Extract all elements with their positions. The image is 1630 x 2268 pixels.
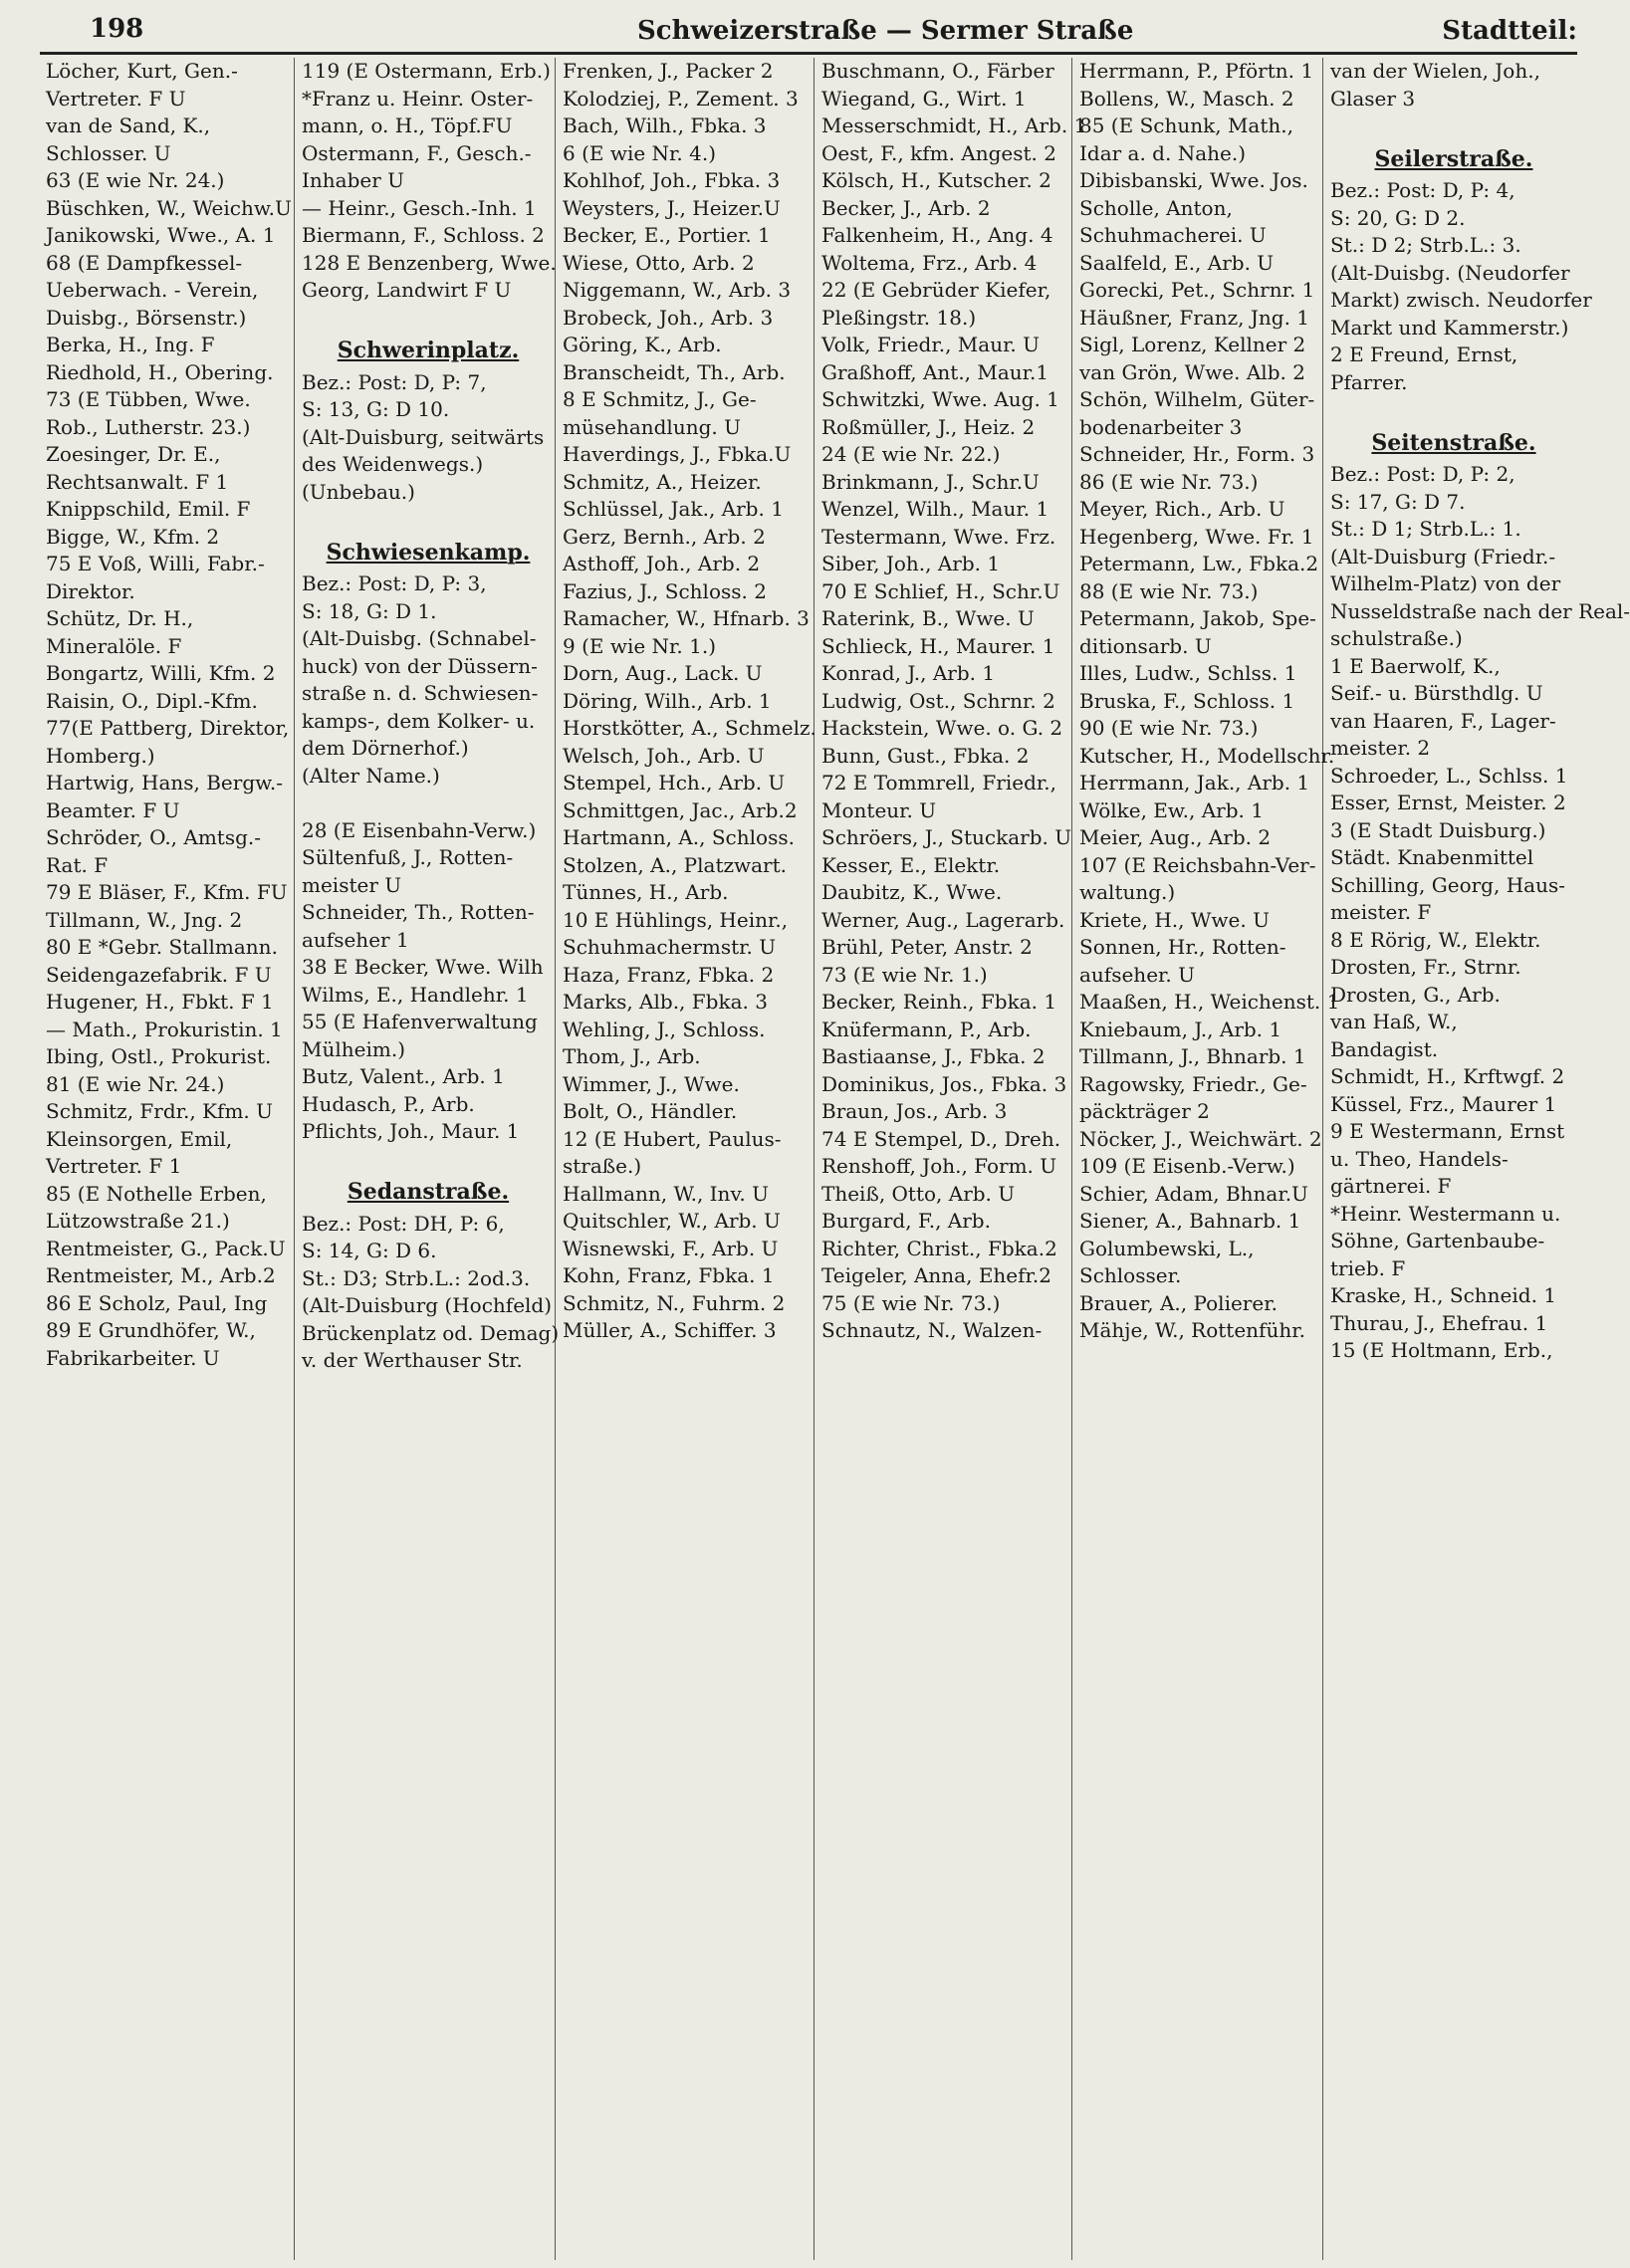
directory-entry-line: 28 (E Eisenbahn-Verw.)	[302, 817, 537, 842]
directory-entry-line: 107 (E Reichsbahn-Ver-	[1079, 852, 1316, 877]
directory-entry-line: Nusseldstraße nach der Real-	[1330, 598, 1630, 623]
directory-entry-line: Kniebaum, J., Arb. 1	[1079, 1017, 1282, 1041]
directory-entry-line: huck) von der Düssern-	[302, 653, 538, 678]
directory-entry-line: Vertreter. F 1	[46, 1154, 182, 1178]
directory-entry-line: van Haß, W.,	[1330, 1010, 1458, 1033]
directory-entry-line: St.: D 1; Strb.L.: 1.	[1330, 517, 1521, 541]
directory-entry-line: 1 E Baerwolf, K.,	[1330, 653, 1501, 678]
page-header	[40, 8, 1577, 55]
directory-entry-line: aufseher 1	[302, 927, 409, 952]
directory-entry-line: 75 (E wie Nr. 73.)	[821, 1290, 1001, 1315]
directory-entry-line: 77(E Pattberg, Direktor,	[46, 716, 290, 740]
directory-entry-line: van de Sand, K.,	[46, 113, 211, 137]
directory-entry-line: Bigge, W., Kfm. 2	[46, 524, 220, 549]
directory-entry-line: Horstkötter, A., Schmelz.	[563, 716, 816, 740]
directory-entry-line: 8 E Rörig, W., Elektr.	[1330, 927, 1541, 952]
directory-entry-line: Seif.- u. Bürsthdlg. U	[1330, 681, 1543, 705]
directory-entry-line: Ueberwach. - Verein,	[46, 278, 259, 302]
directory-entry-line: Bez.: Post: D, P: 4,	[1330, 178, 1515, 202]
directory-entry-line: Wimmer, J., Wwe.	[563, 1071, 740, 1096]
directory-entry-line: Bolt, O., Händler.	[563, 1099, 738, 1123]
directory-entry-line: 9 (E wie Nr. 1.)	[563, 633, 717, 658]
directory-entry-line: St.: D3; Strb.L.: 2od.3.	[302, 1265, 531, 1290]
directory-entry-line: 89 E Grundhöfer, W.,	[46, 1318, 256, 1342]
street-heading: Schwiesenkamp.	[326, 539, 531, 566]
directory-entry-line: Lützowstraße 21.)	[46, 1209, 230, 1233]
directory-entry-line: ditionsarb. U	[1079, 633, 1212, 658]
directory-entry-line: Schier, Adam, Bhnar.U	[1079, 1181, 1308, 1206]
directory-entry-line: Maaßen, H., Weichenst. 1	[1079, 990, 1340, 1014]
directory-entry-line: 22 (E Gebrüder Kiefer,	[821, 278, 1051, 302]
directory-entry-line: 74 E Stempel, D., Dreh.	[821, 1126, 1061, 1151]
blank-line	[296, 790, 555, 817]
directory-entry-line: S: 17, G: D 7.	[1330, 489, 1466, 514]
directory-entry-line: Hartmann, A., Schloss.	[563, 825, 795, 849]
directory-entry-line: 10 E Hühlings, Heinr.,	[563, 907, 789, 932]
directory-entry-line: Ragowsky, Friedr., Ge-	[1079, 1071, 1307, 1096]
column-5	[1073, 58, 1340, 2260]
directory-entry-line: Schneider, Th., Rotten-	[302, 900, 535, 924]
directory-entry-line: Oest, F., kfm. Angest. 2	[821, 140, 1056, 165]
directory-entry-line: Inhaber U	[302, 168, 404, 192]
directory-entry-line: Häußner, Franz, Jng. 1	[1079, 305, 1310, 330]
directory-entry-line: Wiegand, G., Wirt. 1	[821, 86, 1027, 111]
page-number: 198	[90, 14, 144, 44]
directory-entry-line: Teigeler, Anna, Ehefr.2	[821, 1263, 1051, 1287]
directory-entry-line: S: 20, G: D 2.	[1330, 205, 1466, 230]
directory-entry-line: Bandagist.	[1330, 1036, 1439, 1061]
directory-entry-line: — Heinr., Gesch.-Inh. 1	[302, 195, 537, 220]
directory-entry-line: Hugener, H., Fbkt. F 1	[46, 990, 274, 1014]
directory-entry-line: Testermann, Wwe. Frz.	[821, 524, 1056, 549]
directory-entry-line: Woltema, Frz., Arb. 4	[821, 250, 1038, 275]
directory-entry-line: Haverdings, J., Fbka.U	[563, 442, 792, 466]
directory-entry-line: Schwitzki, Wwe. Aug. 1	[821, 387, 1059, 411]
column-1	[40, 58, 295, 2260]
directory-entry-line: Müller, A., Schiffer. 3	[563, 1318, 777, 1342]
directory-entry-line: 8 E Schmitz, J., Ge-	[563, 387, 757, 411]
directory-entry-line: Richter, Christ., Fbka.2	[821, 1236, 1057, 1260]
directory-entry-line: meister. F	[1330, 900, 1432, 924]
directory-entry-line: Janikowski, Wwe., A. 1	[46, 223, 276, 247]
directory-entry-line: des Weidenwegs.)	[302, 452, 484, 476]
directory-entry-line: Wilms, E., Handlehr. 1	[302, 982, 529, 1007]
directory-entry-line: Tünnes, H., Arb.	[563, 880, 729, 904]
directory-entry-line: 88 (E wie Nr. 73.)	[1079, 578, 1259, 603]
running-title: Schweizerstraße — Sermer Straße	[637, 16, 1134, 46]
directory-entry-line: Sonnen, Hr., Rotten-	[1079, 935, 1286, 959]
directory-entry-line: 68 (E Dampfkessel-	[46, 250, 243, 275]
directory-entry-line: Herrmann, Jak., Arb. 1	[1079, 771, 1310, 794]
directory-entry-line: (Alt-Duisbg. (Neudorfer	[1330, 260, 1570, 285]
directory-entry-line: Döring, Wilh., Arb. 1	[563, 688, 772, 713]
directory-entry-line: Graßhoff, Ant., Maur.1	[821, 359, 1049, 384]
directory-entry-line: Wisnewski, F., Arb. U	[563, 1236, 779, 1260]
directory-entry-line: Wehling, J., Schloss.	[563, 1017, 766, 1041]
directory-entry-line: Welsch, Joh., Arb. U	[563, 743, 765, 768]
directory-entry-line: Herrmann, P., Pförtn. 1	[1079, 59, 1314, 83]
directory-entry-line: Buschmann, O., Färber	[821, 59, 1054, 83]
directory-entry-line: 109 (E Eisenb.-Verw.)	[1079, 1154, 1295, 1178]
directory-entry-line: — Math., Prokuristin. 1	[46, 1017, 283, 1041]
directory-entry-line: Schlosser.	[1079, 1263, 1182, 1287]
directory-entry-line: Drosten, Fr., Strnr.	[1330, 955, 1521, 979]
directory-entry-line: Petermann, Lw., Fbka.2	[1079, 552, 1319, 575]
directory-entry-line: Bollens, W., Masch. 2	[1079, 86, 1294, 111]
directory-entry-line: Bez.: Post: DH, P: 6,	[302, 1211, 505, 1236]
directory-entry-line: Kölsch, H., Kutscher. 2	[821, 168, 1051, 192]
directory-entry-line: Ramacher, W., Hfnarb. 3	[563, 606, 810, 630]
directory-entry-line: meister U	[302, 872, 402, 897]
directory-entry-line: Konrad, J., Arb. 1	[821, 661, 996, 685]
directory-entry-line: Schröder, O., Amtsg.-	[46, 825, 262, 849]
column-6	[1324, 58, 1630, 2260]
directory-entry-line: 86 (E wie Nr. 73.)	[1079, 469, 1259, 494]
directory-entry-line: Schmitz, N., Fuhrm. 2	[563, 1290, 786, 1315]
directory-entry-line: Direktor.	[46, 578, 135, 603]
directory-entry-line: Schmitz, Frdr., Kfm. U	[46, 1099, 273, 1123]
directory-entry-line: 73 (E wie Nr. 1.)	[821, 962, 988, 987]
directory-entry-line: Kleinsorgen, Emil,	[46, 1126, 233, 1151]
directory-entry-line: *Heinr. Westermann u.	[1330, 1201, 1561, 1226]
directory-entry-line: Drosten, G., Arb.	[1330, 982, 1501, 1007]
directory-entry-line: Küssel, Frz., Maurer 1	[1330, 1091, 1557, 1116]
directory-entry-line: Hudasch, P., Arb.	[302, 1091, 475, 1116]
directory-entry-line: Fabrikarbeiter. U	[46, 1345, 220, 1370]
directory-entry-line: Schmidt, H., Krftwgf. 2	[1330, 1064, 1565, 1088]
directory-entry-line: Riedhold, H., Obering.	[46, 359, 274, 384]
directory-entry-line: Becker, J., Arb. 2	[821, 195, 991, 220]
directory-entry-line: Dibisbanski, Wwe. Jos.	[1079, 168, 1308, 192]
directory-entry-line: trieb. F	[1330, 1255, 1406, 1280]
directory-entry-line: päckträger 2	[1079, 1099, 1210, 1123]
directory-entry-line: (Alt-Duisburg, seitwärts	[302, 424, 545, 449]
directory-entry-line: van der Wielen, Joh.,	[1330, 59, 1540, 83]
directory-entry-line: Ostermann, F., Gesch.-	[302, 140, 532, 165]
directory-entry-line: 73 (E Tübben, Wwe.	[46, 387, 251, 411]
directory-entry-line: Schröers, J., Stuckarb. U	[821, 825, 1072, 849]
directory-entry-line: 55 (E Hafenverwaltung	[302, 1010, 538, 1033]
directory-entry-line: Brinkmann, J., Schr.U	[821, 469, 1040, 494]
directory-entry-line: Kohn, Franz, Fbka. 1	[563, 1263, 775, 1287]
directory-entry-line: Butz, Valent., Arb. 1	[302, 1064, 505, 1088]
directory-entry-line: Wilhelm-Platz) von der	[1330, 571, 1561, 595]
directory-entry-line: Knippschild, Emil. F	[46, 497, 251, 521]
directory-entry-line: Markt) zwisch. Neudorfer	[1330, 288, 1592, 312]
directory-entry-line: Glaser 3	[1330, 86, 1416, 111]
directory-entry-line: 119 (E Ostermann, Erb.)	[302, 59, 551, 83]
street-heading: Seitenstraße.	[1371, 429, 1536, 456]
directory-entry-line: (Alter Name.)	[302, 763, 440, 788]
directory-entry-line: 15 (E Holtmann, Erb.,	[1330, 1338, 1553, 1362]
directory-entry-line: (Alt-Duisburg (Hochfeld)	[302, 1293, 553, 1317]
directory-entry-line: Asthoff, Joh., Arb. 2	[563, 552, 761, 575]
directory-entry-line: Illes, Ludw., Schlss. 1	[1079, 661, 1297, 685]
directory-entry-line: 72 E Tommrell, Friedr.,	[821, 771, 1056, 794]
directory-entry-line: Markt und Kammerstr.)	[1330, 315, 1569, 340]
directory-entry-line: Stempel, Hch., Arb. U	[563, 771, 786, 794]
directory-entry-line: Tillmann, J., Bhnarb. 1	[1079, 1044, 1306, 1068]
directory-entry-line: Idar a. d. Nahe.)	[1079, 140, 1247, 165]
directory-entry-line: Kohlhof, Joh., Fbka. 3	[563, 168, 781, 192]
directory-entry-line: van Haaren, F., Lager-	[1330, 708, 1556, 733]
directory-entry-line: Hegenberg, Wwe. Fr. 1	[1079, 524, 1314, 549]
column-3	[557, 58, 815, 2260]
directory-entry-line: 2 E Freund, Ernst,	[1330, 342, 1518, 366]
directory-entry-line: müsehandlung. U	[563, 414, 741, 439]
directory-entry-line: Siber, Joh., Arb. 1	[821, 552, 1001, 575]
directory-entry-line: 38 E Becker, Wwe. Wilh	[302, 955, 544, 979]
directory-entry-line: Bez.: Post: D, P: 3,	[302, 571, 487, 595]
directory-entry-line: Falkenheim, H., Ang. 4	[821, 223, 1053, 247]
directory-entry-line: *Franz u. Heinr. Oster-	[302, 86, 534, 111]
directory-entry-line: (Unbebau.)	[302, 479, 415, 504]
directory-entry-line: Kraske, H., Schneid. 1	[1330, 1283, 1557, 1307]
directory-entry-line: Seidengazefabrik. F U	[46, 962, 272, 987]
directory-entry-line: Schlosser. U	[46, 140, 171, 165]
directory-entry-line: Becker, Reinh., Fbka. 1	[821, 990, 1057, 1014]
directory-entry-line: Knüfermann, P., Arb.	[821, 1017, 1032, 1041]
directory-entry-line: aufseher. U	[1079, 962, 1195, 987]
column-2	[296, 58, 560, 2260]
directory-entry-line: Berka, H., Ing. F	[46, 333, 215, 356]
directory-entry-line: u. Theo, Handels-	[1330, 1146, 1509, 1171]
directory-entry-line: Bez.: Post: D, P: 2,	[1330, 462, 1515, 486]
directory-entry-line: Thurau, J., Ehefrau. 1	[1330, 1310, 1548, 1335]
directory-entry-line: Renshoff, Joh., Form. U	[821, 1154, 1057, 1178]
directory-entry-line: Pleßingstr. 18.)	[821, 305, 977, 330]
directory-entry-line: Gerz, Bernh., Arb. 2	[563, 524, 766, 549]
street-heading: Schwerinplatz.	[337, 338, 520, 363]
directory-entry-line: Hackstein, Wwe. o. G. 2	[821, 716, 1063, 740]
directory-entry-line: straße.)	[563, 1154, 642, 1178]
directory-entry-line: Schön, Wilhelm, Güter-	[1079, 387, 1315, 411]
directory-entry-line: S: 13, G: D 10.	[302, 397, 450, 421]
directory-entry-line: mann, o. H., Töpf.FU	[302, 113, 513, 137]
directory-entry-line: Sigl, Lorenz, Kellner 2	[1079, 333, 1306, 356]
directory-entry-line: 128 E Benzenberg, Wwe.	[302, 250, 557, 275]
directory-entry-line: Burgard, F., Arb.	[821, 1209, 991, 1233]
directory-entry-line: Stolzen, A., Platzwart.	[563, 852, 788, 877]
directory-entry-line: 12 (E Hubert, Paulus-	[563, 1126, 782, 1151]
directory-entry-line: Raisin, O., Dipl.-Kfm.	[46, 688, 258, 713]
directory-entry-line: v. der Werthauser Str.	[302, 1348, 523, 1372]
directory-entry-line: Esser, Ernst, Meister. 2	[1330, 791, 1566, 814]
directory-entry-line: Kriete, H., Wwe. U	[1079, 907, 1270, 932]
directory-entry-line: 85 (E Schunk, Math.,	[1079, 113, 1293, 137]
directory-entry-line: 70 E Schlief, H., Schr.U	[821, 578, 1060, 603]
directory-entry-line: Bach, Wilh., Fbka. 3	[563, 113, 767, 137]
directory-entry-line: 24 (E wie Nr. 22.)	[821, 442, 1001, 466]
directory-entry-line: Schlüssel, Jak., Arb. 1	[563, 497, 784, 521]
directory-entry-line: 9 E Westermann, Ernst	[1330, 1119, 1565, 1143]
directory-entry-line: Georg, Landwirt F U	[302, 278, 512, 302]
directory-entry-line: 3 (E Stadt Duisburg.)	[1330, 817, 1546, 842]
directory-entry-line: Frenken, J., Packer 2	[563, 59, 774, 83]
directory-entry-line: Wiese, Otto, Arb. 2	[563, 250, 755, 275]
directory-entry-line: Quitschler, W., Arb. U	[563, 1209, 781, 1233]
district-label: Stadtteil:	[1442, 16, 1577, 46]
directory-entry-line: Werner, Aug., Lagerarb.	[821, 907, 1065, 932]
directory-entry-line: Brobeck, Joh., Arb. 3	[563, 305, 774, 330]
directory-entry-line: Messerschmidt, H., Arb. 1	[821, 113, 1087, 137]
directory-entry-line: Brückenplatz od. Demag)	[302, 1320, 560, 1345]
blank-line	[296, 1146, 555, 1174]
directory-entry-line: 81 (E wie Nr. 24.)	[46, 1071, 225, 1096]
directory-entry-line: waltung.)	[1079, 880, 1176, 904]
directory-entry-line: Thom, J., Arb.	[563, 1044, 701, 1068]
directory-entry-line: Schneider, Hr., Form. 3	[1079, 442, 1315, 466]
directory-entry-line: Bruska, F., Schloss. 1	[1079, 688, 1295, 713]
directory-entry-line: Schmitz, A., Heizer.	[563, 469, 762, 494]
directory-entry-line: Sültenfuß, J., Rotten-	[302, 845, 514, 869]
directory-entry-line: Becker, E., Portier. 1	[563, 223, 771, 247]
directory-entry-line: Rob., Lutherstr. 23.)	[46, 414, 251, 439]
directory-entry-line: Hallmann, W., Inv. U	[563, 1181, 769, 1206]
directory-entry-line: Schroeder, L., Schlss. 1	[1330, 763, 1568, 788]
directory-entry-line: Haza, Franz, Fbka. 2	[563, 962, 775, 987]
directory-entry-line: Kutscher, H., Modellschr.	[1079, 743, 1335, 768]
directory-entry-line: Ibing, Ostl., Prokurist.	[46, 1044, 272, 1068]
directory-entry-line: meister. 2	[1330, 736, 1431, 760]
directory-entry-line: 79 E Bläser, F., Kfm. FU	[46, 880, 288, 904]
directory-entry-line: Meier, Aug., Arb. 2	[1079, 825, 1272, 849]
directory-entry-line: Siener, A., Bahnarb. 1	[1079, 1209, 1301, 1233]
directory-entry-line: Vertreter. F U	[46, 86, 186, 111]
directory-entry-line: Rentmeister, G., Pack.U	[46, 1236, 286, 1260]
directory-entry-line: Schmittgen, Jac., Arb.2	[563, 797, 798, 822]
directory-entry-line: Kesser, E., Elektr.	[821, 852, 1001, 877]
directory-entry-line: Schnautz, N., Walzen-	[821, 1318, 1043, 1342]
directory-entry-line: Bunn, Gust., Fbka. 2	[821, 743, 1030, 768]
directory-entry-line: Roßmüller, J., Heiz. 2	[821, 414, 1036, 439]
directory-entry-line: Pflichts, Joh., Maur. 1	[302, 1119, 520, 1143]
blank-line	[1324, 113, 1577, 140]
directory-entry-line: Schilling, Georg, Haus-	[1330, 872, 1565, 897]
directory-entry-line: schulstraße.)	[1330, 626, 1463, 650]
directory-entry-line: 85 (E Nothelle Erben,	[46, 1181, 267, 1206]
street-heading: Sedanstraße.	[347, 1179, 510, 1205]
directory-entry-line: 75 E Voß, Willi, Fabr.-	[46, 552, 265, 575]
directory-entry-line: (Alt-Duisburg (Friedr.-	[1330, 544, 1556, 568]
directory-entry-line: Volk, Friedr., Maur. U	[821, 333, 1041, 356]
directory-entry-line: Golumbewski, L.,	[1079, 1236, 1255, 1260]
directory-entry-line: Braun, Jos., Arb. 3	[821, 1099, 1008, 1123]
column-4	[815, 58, 1087, 2260]
directory-entry-line: Schlieck, H., Maurer. 1	[821, 633, 1055, 658]
directory-entry-line: Bongartz, Willi, Kfm. 2	[46, 661, 276, 685]
directory-entry-line: 90 (E wie Nr. 73.)	[1079, 716, 1259, 740]
directory-entry-line: Bez.: Post: D, P: 7,	[302, 369, 487, 394]
directory-entry-line: gärtnerei. F	[1330, 1174, 1452, 1198]
directory-entry-line: Branscheidt, Th., Arb.	[563, 359, 786, 384]
directory-entry-line: Schütz, Dr. H.,	[46, 606, 194, 630]
directory-entry-line: Rat. F	[46, 852, 109, 877]
directory-entry-line: Raterink, B., Wwe. U	[821, 606, 1035, 630]
directory-entry-line: 80 E *Gebr. Stallmann.	[46, 935, 278, 959]
directory-entry-line: 63 (E wie Nr. 24.)	[46, 168, 225, 192]
blank-line	[296, 305, 555, 333]
directory-entry-line: Bastiaanse, J., Fbka. 2	[821, 1044, 1046, 1068]
directory-entry-line: kamps-, dem Kolker- u.	[302, 708, 536, 733]
directory-entry-line: Schuhmacherei. U	[1079, 223, 1267, 247]
directory-entry-line: Weysters, J., Heizer.U	[563, 195, 781, 220]
directory-entry-line: Biermann, F., Schloss. 2	[302, 223, 545, 247]
directory-entry-line: Städt. Knabenmittel	[1330, 845, 1534, 869]
directory-entry-line: bodenarbeiter 3	[1079, 414, 1243, 439]
directory-entry-line: S: 14, G: D 6.	[302, 1239, 437, 1262]
directory-entry-line: Ludwig, Ost., Schrnr. 2	[821, 688, 1055, 713]
directory-entry-line: St.: D 2; Strb.L.: 3.	[1330, 233, 1521, 257]
directory-entry-line: Pfarrer.	[1330, 369, 1408, 394]
directory-entry-line: Wölke, Ew., Arb. 1	[1079, 797, 1264, 822]
directory-entry-line: Mineralöle. F	[46, 633, 182, 658]
directory-entry-line: Rentmeister, M., Arb.2	[46, 1263, 276, 1287]
street-heading: Seilerstraße.	[1374, 145, 1533, 172]
directory-entry-line: Homberg.)	[46, 743, 155, 768]
directory-entry-line: van Grön, Wwe. Alb. 2	[1079, 359, 1305, 384]
blank-line	[296, 506, 555, 534]
directory-entry-line: Dorn, Aug., Lack. U	[563, 661, 763, 685]
directory-entry-line: Duisbg., Börsenstr.)	[46, 305, 247, 330]
directory-entry-line: Meyer, Rich., Arb. U	[1079, 497, 1285, 521]
directory-entry-line: Zoesinger, Dr. E.,	[46, 442, 221, 466]
directory-entry-line: dem Dörnerhof.)	[302, 736, 469, 760]
directory-entry-line: Beamter. F U	[46, 797, 180, 822]
directory-entry-line: Mülheim.)	[302, 1036, 405, 1061]
directory-entry-line: Wenzel, Wilh., Maur. 1	[821, 497, 1049, 521]
directory-entry-line: 6 (E wie Nr. 4.)	[563, 140, 717, 165]
directory-entry-line: Monteur. U	[821, 797, 937, 822]
directory-entry-line: Göring, K., Arb.	[563, 333, 722, 356]
directory-entry-line: Büschken, W., Weichw.U	[46, 195, 292, 220]
directory-entry-line: (Alt-Duisbg. (Schnabel-	[302, 626, 537, 650]
directory-entry-line: S: 18, G: D 1.	[302, 598, 437, 623]
directory-entry-line: Brühl, Peter, Anstr. 2	[821, 935, 1033, 959]
directory-entry-line: Niggemann, W., Arb. 3	[563, 278, 792, 302]
blank-line	[1324, 396, 1577, 424]
directory-entry-line: Marks, Alb., Fbka. 3	[563, 990, 768, 1014]
directory-entry-line: Dominikus, Jos., Fbka. 3	[821, 1071, 1067, 1096]
directory-entry-line: Petermann, Jakob, Spe-	[1079, 606, 1316, 630]
directory-entry-line: Saalfeld, E., Arb. U	[1079, 250, 1275, 275]
directory-entry-line: Hartwig, Hans, Bergw.-	[46, 771, 283, 794]
directory-entry-line: Löcher, Kurt, Gen.-	[46, 59, 238, 83]
directory-entry-line: Nöcker, J., Weichwärt. 2	[1079, 1126, 1322, 1151]
directory-entry-line: 86 E Scholz, Paul, Ing	[46, 1290, 268, 1315]
directory-entry-line: Fazius, J., Schloss. 2	[563, 578, 767, 603]
directory-entry-line: Kolodziej, P., Zement. 3	[563, 86, 799, 111]
directory-entry-line: Brauer, A., Polierer.	[1079, 1290, 1278, 1315]
directory-entry-line: Scholle, Anton,	[1079, 195, 1233, 220]
directory-entry-line: Schuhmachermstr. U	[563, 935, 777, 959]
directory-entry-line: Daubitz, K., Wwe.	[821, 880, 1003, 904]
directory-entry-line: Gorecki, Pet., Schrnr. 1	[1079, 278, 1315, 302]
directory-entry-line: Söhne, Gartenbaube-	[1330, 1229, 1545, 1252]
directory-entry-line: Tillmann, W., Jng. 2	[46, 907, 243, 932]
directory-entry-line: Theiß, Otto, Arb. U	[821, 1181, 1016, 1206]
directory-entry-line: straße n. d. Schwiesen-	[302, 681, 539, 705]
directory-entry-line: Rechtsanwalt. F 1	[46, 469, 229, 494]
directory-entry-line: Mähje, W., Rottenführ.	[1079, 1318, 1305, 1342]
